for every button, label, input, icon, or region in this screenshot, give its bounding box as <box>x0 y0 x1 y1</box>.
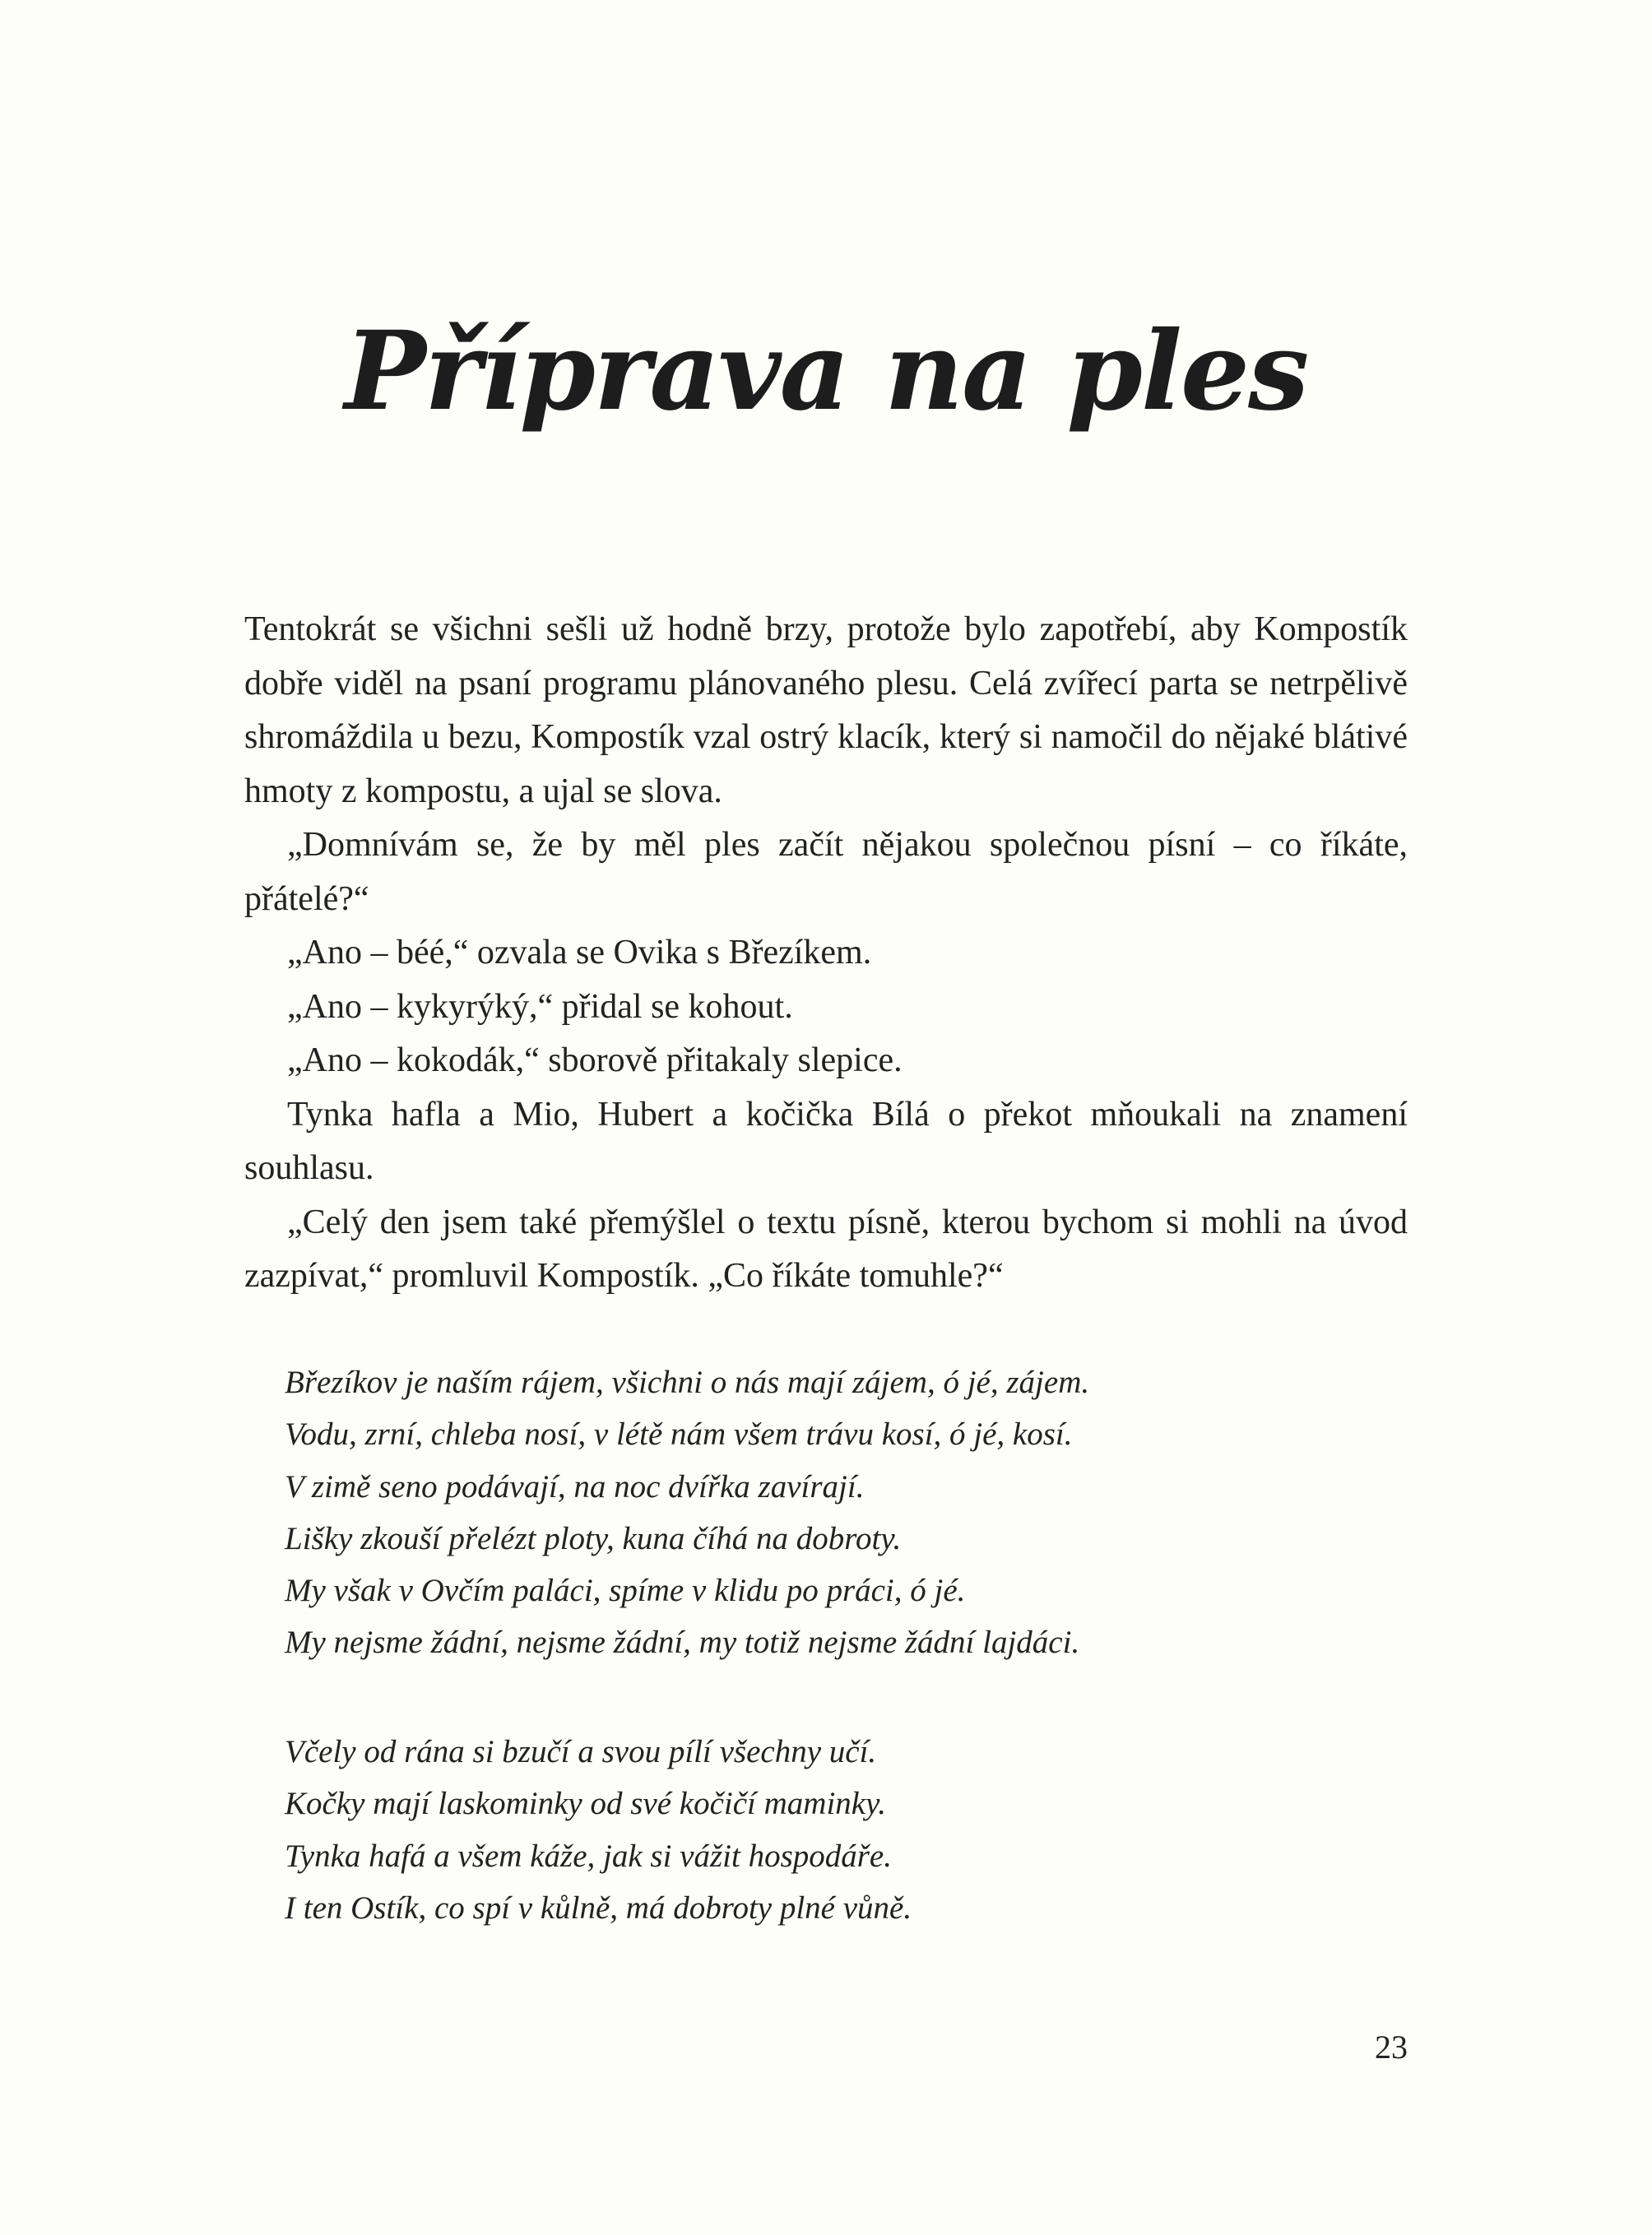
paragraph: Tynka hafla a Mio, Hubert a kočička Bílá o překot mňoukali na znamení souhlasu. <box>244 1095 1408 1187</box>
paragraph: „Domnívám se, že by měl ples začít nějakou společnou písní – co říkáte, přátelé?“ <box>244 826 1408 918</box>
paragraph: „Celý den jsem také přemýšlel o textu písně, kterou bychom si mohli na úvod zazpívat,“ promluvil Kompostík. „Co říkáte tomuhle?“ <box>244 1203 1408 1295</box>
poem-line: My nejsme žádní, nejsme žádní, my totiž nejsme žádní lajdáci. <box>285 1625 1080 1661</box>
paragraph: Tentokrát se všichni sešli už hodně brzy, protože bylo zapotřebí, aby Kompostík dobře viděl na psaní programu plánovaného plesu. Celá zvířecí parta se netrpělivě shromáždila u bezu, Kompostík vzal ostrý klacík, který si namočil do nějaké blátivé hmoty z kompostu, a ujal se slova. <box>244 610 1408 810</box>
poem-line: Lišky zkouší přelézt ploty, kuna číhá na dobroty. <box>285 1520 902 1556</box>
paragraph: „Ano – béé,“ ozvala se Ovika s Březíkem. <box>287 934 872 971</box>
chapter-body <box>244 603 1408 1304</box>
poem-line: I ten Ostík, co spí v kůlně, má dobroty plné vůně. <box>285 1890 912 1926</box>
poem-stanza-1 <box>285 1356 1354 1669</box>
poem-line: Včely od rána si bzučí a svou pílí všechny učí. <box>285 1734 877 1769</box>
poem-stanza-2 <box>285 1726 1354 1934</box>
paragraph: „Ano – kykyrýký,“ přidal se kohout. <box>287 987 793 1026</box>
paragraph: „Ano – kokodák,“ sborově přitakaly slepice. <box>287 1041 903 1079</box>
poem-line: V zimě seno podávají, na noc dvířka zavírají. <box>285 1468 865 1505</box>
poem-line: Vodu, zrní, chleba nosí, v létě nám všem trávu kosí, ó jé, kosí. <box>285 1417 1073 1453</box>
poem-line: Tynka hafá a všem káže, jak si vážit hospodáře. <box>285 1838 892 1874</box>
poem-line: My však v Ovčím paláci, spíme v klidu po práci, ó jé. <box>285 1573 966 1609</box>
poem-line: Březíkov je naším rájem, všichni o nás mají zájem, ó jé, zájem. <box>285 1365 1090 1400</box>
page-number: 23 <box>1375 2029 1408 2066</box>
poem-line: Kočky mají laskominky od své kočičí maminky. <box>285 1786 887 1822</box>
chapter-title: Příprava na ples <box>344 308 1308 435</box>
